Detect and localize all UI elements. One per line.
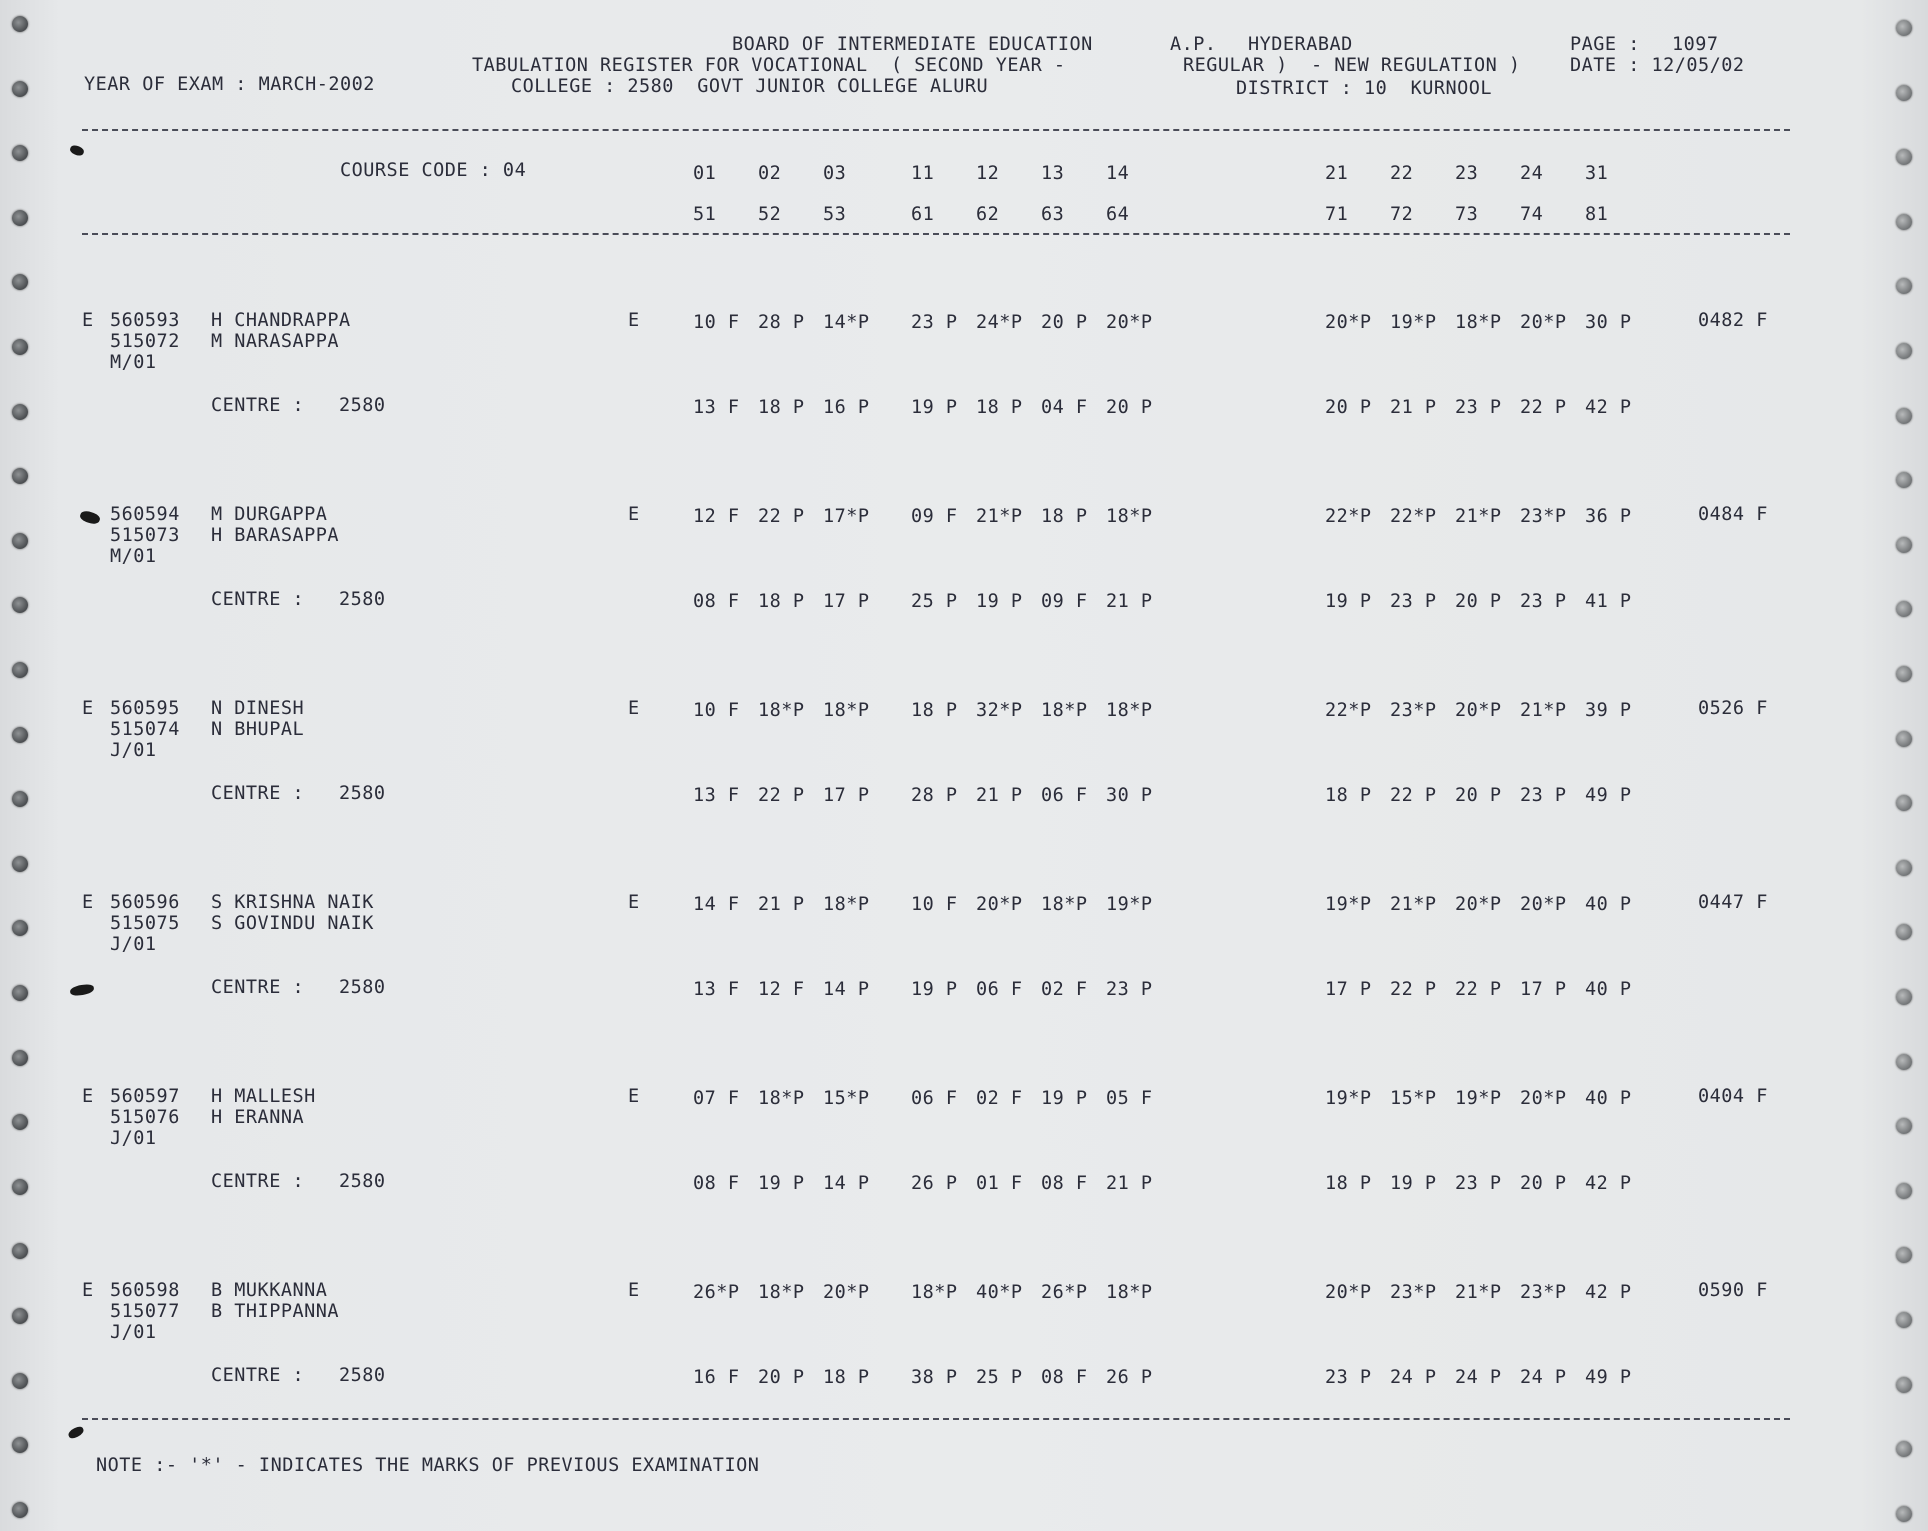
- district-info: DISTRICT : 10 KURNOOL: [1236, 78, 1493, 99]
- centre-number: 2580: [339, 395, 386, 416]
- mark-cell: 49 P: [1585, 1367, 1632, 1388]
- tractor-hole: [1896, 149, 1912, 165]
- mark-cell: 41 P: [1585, 591, 1632, 612]
- mark-cell: 19*P: [1325, 1088, 1372, 1109]
- tractor-hole: [1896, 924, 1912, 940]
- tractor-hole: [12, 533, 28, 549]
- subject-code: 13: [1041, 163, 1065, 184]
- tractor-hole: [1896, 408, 1912, 424]
- tractor-hole: [1896, 1506, 1912, 1522]
- candidate-name: B MUKKANNA: [211, 1280, 328, 1301]
- subject-code: 71: [1325, 204, 1349, 225]
- tractor-hole: [1896, 1312, 1912, 1328]
- total-result: 0482 F: [1698, 310, 1768, 331]
- mark-cell: 30 P: [1585, 312, 1632, 333]
- mark-cell: 13 F: [693, 785, 740, 806]
- tractor-hole: [12, 1437, 28, 1453]
- mark-cell: 21 P: [1390, 397, 1437, 418]
- mark-cell: 20*P: [1520, 894, 1567, 915]
- mark-cell: 21 P: [758, 894, 805, 915]
- left-tractor-holes: [0, 0, 40, 1531]
- tractor-hole: [1896, 537, 1912, 553]
- medium: E: [628, 310, 640, 331]
- centre-label: CENTRE :: [211, 589, 305, 610]
- medium: E: [628, 1086, 640, 1107]
- mark-cell: 25 P: [911, 591, 958, 612]
- mark-cell: 26 P: [1106, 1367, 1153, 1388]
- mark-cell: 20 P: [1106, 397, 1153, 418]
- year-of-exam: YEAR OF EXAM : MARCH-2002: [84, 74, 375, 95]
- mark-cell: 18*P: [911, 1282, 958, 1303]
- tractor-hole: [12, 1243, 28, 1259]
- mark-cell: 18 P: [1325, 1173, 1372, 1194]
- mark-cell: 40 P: [1585, 979, 1632, 1000]
- mark-cell: 20 P: [1455, 591, 1502, 612]
- tractor-hole: [12, 1373, 28, 1389]
- mark-cell: 40*P: [976, 1282, 1023, 1303]
- mark-cell: 09 F: [1041, 591, 1088, 612]
- mark-cell: 08 F: [1041, 1173, 1088, 1194]
- mark-cell: 12 F: [758, 979, 805, 1000]
- record-prefix: E: [82, 1086, 94, 1107]
- mark-cell: 19 P: [758, 1173, 805, 1194]
- mark-cell: 18*P: [1106, 506, 1153, 527]
- mark-cell: 12 F: [693, 506, 740, 527]
- state-label: A.P.: [1170, 34, 1217, 55]
- group-code: J/01: [110, 934, 157, 955]
- mark-cell: 22*P: [1325, 506, 1372, 527]
- mark-cell: 23 P: [1106, 979, 1153, 1000]
- mark-cell: 17 P: [823, 785, 870, 806]
- subject-code: 31: [1585, 163, 1609, 184]
- total-result: 0447 F: [1698, 892, 1768, 913]
- candidate-name: M DURGAPPA: [211, 504, 328, 525]
- subject-code: 24: [1520, 163, 1544, 184]
- centre-label: CENTRE :: [211, 1171, 305, 1192]
- tractor-hole: [1896, 278, 1912, 294]
- subject-code: 74: [1520, 204, 1544, 225]
- mark-cell: 06 F: [976, 979, 1023, 1000]
- print-date: DATE : 12/05/02: [1570, 55, 1745, 76]
- regulation-label: REGULAR ) - NEW REGULATION ): [1183, 55, 1521, 76]
- mark-cell: 17 P: [1520, 979, 1567, 1000]
- tractor-hole: [12, 791, 28, 807]
- mark-cell: 26*P: [693, 1282, 740, 1303]
- tractor-hole: [12, 856, 28, 872]
- mark-cell: 23 P: [1520, 785, 1567, 806]
- mark-cell: 14*P: [823, 312, 870, 333]
- tractor-hole: [12, 339, 28, 355]
- candidate-name: H CHANDRAPPA: [211, 310, 351, 331]
- columns-divider: [82, 233, 1790, 235]
- father-name: B THIPPANNA: [211, 1301, 340, 1322]
- mark-cell: 20*P: [1106, 312, 1153, 333]
- mark-cell: 17 P: [823, 591, 870, 612]
- tractor-hole: [12, 404, 28, 420]
- mark-cell: 17 P: [1325, 979, 1372, 1000]
- mark-cell: 25 P: [976, 1367, 1023, 1388]
- mark-cell: 23*P: [1520, 1282, 1567, 1303]
- mark-cell: 23 P: [911, 312, 958, 333]
- tractor-hole: [1896, 1247, 1912, 1263]
- mark-cell: 22 P: [1390, 785, 1437, 806]
- mark-cell: 04 F: [1041, 397, 1088, 418]
- tractor-hole: [12, 1050, 28, 1066]
- tractor-hole: [12, 727, 28, 743]
- centre-number: 2580: [339, 783, 386, 804]
- ink-mark: [67, 1425, 85, 1440]
- tractor-hole: [1896, 860, 1912, 876]
- mark-cell: 18 P: [823, 1367, 870, 1388]
- header-divider: [82, 129, 1790, 131]
- mark-cell: 20*P: [976, 894, 1023, 915]
- mark-cell: 20*P: [1520, 312, 1567, 333]
- mark-cell: 39 P: [1585, 700, 1632, 721]
- centre-number: 2580: [339, 977, 386, 998]
- tractor-hole: [12, 662, 28, 678]
- mark-cell: 15*P: [1390, 1088, 1437, 1109]
- registration-number: 560598: [110, 1280, 180, 1301]
- tractor-hole: [1896, 1441, 1912, 1457]
- mark-cell: 19 P: [911, 397, 958, 418]
- mark-cell: 42 P: [1585, 1282, 1632, 1303]
- mark-cell: 08 F: [693, 1173, 740, 1194]
- mark-cell: 10 F: [911, 894, 958, 915]
- mark-cell: 32*P: [976, 700, 1023, 721]
- mark-cell: 28 P: [758, 312, 805, 333]
- mark-cell: 23*P: [1520, 506, 1567, 527]
- group-code: M/01: [110, 352, 157, 373]
- mark-cell: 30 P: [1106, 785, 1153, 806]
- candidate-name: S KRISHNA NAIK: [211, 892, 374, 913]
- hall-ticket-number: 515076: [110, 1107, 180, 1128]
- medium: E: [628, 1280, 640, 1301]
- footer-divider: [82, 1418, 1790, 1420]
- mark-cell: 20 P: [1041, 312, 1088, 333]
- tractor-hole: [12, 1114, 28, 1130]
- group-code: J/01: [110, 740, 157, 761]
- subject-code: 22: [1390, 163, 1414, 184]
- mark-cell: 19 P: [911, 979, 958, 1000]
- tractor-hole: [1896, 1183, 1912, 1199]
- record-prefix: E: [82, 1280, 94, 1301]
- mark-cell: 19 P: [976, 591, 1023, 612]
- tractor-hole: [12, 16, 28, 32]
- father-name: H BARASAPPA: [211, 525, 340, 546]
- mark-cell: 19*P: [1325, 894, 1372, 915]
- mark-cell: 18 P: [1325, 785, 1372, 806]
- mark-cell: 20*P: [1455, 894, 1502, 915]
- mark-cell: 20 P: [1520, 1173, 1567, 1194]
- mark-cell: 02 F: [1041, 979, 1088, 1000]
- mark-cell: 21 P: [976, 785, 1023, 806]
- mark-cell: 24*P: [976, 312, 1023, 333]
- hall-ticket-number: 515072: [110, 331, 180, 352]
- mark-cell: 40 P: [1585, 894, 1632, 915]
- mark-cell: 07 F: [693, 1088, 740, 1109]
- mark-cell: 10 F: [693, 312, 740, 333]
- subject-code: 51: [693, 204, 717, 225]
- mark-cell: 22*P: [1325, 700, 1372, 721]
- mark-cell: 19 P: [1041, 1088, 1088, 1109]
- mark-cell: 06 F: [911, 1088, 958, 1109]
- mark-cell: 24 P: [1390, 1367, 1437, 1388]
- centre-number: 2580: [339, 1171, 386, 1192]
- record-prefix: E: [82, 310, 94, 331]
- subject-code: 61: [911, 204, 935, 225]
- mark-cell: 23 P: [1455, 397, 1502, 418]
- mark-cell: 19*P: [1390, 312, 1437, 333]
- subject-code: 72: [1390, 204, 1414, 225]
- tractor-hole: [12, 920, 28, 936]
- candidate-name: N DINESH: [211, 698, 305, 719]
- mark-cell: 21 P: [1106, 591, 1153, 612]
- candidate-name: H MALLESH: [211, 1086, 316, 1107]
- page-number: 1097: [1672, 34, 1719, 55]
- mark-cell: 23 P: [1455, 1173, 1502, 1194]
- mark-cell: 18 P: [1041, 506, 1088, 527]
- record-prefix: E: [82, 698, 94, 719]
- mark-cell: 08 F: [1041, 1367, 1088, 1388]
- centre-number: 2580: [339, 589, 386, 610]
- subject-code: 23: [1455, 163, 1479, 184]
- subject-code: 81: [1585, 204, 1609, 225]
- tractor-hole: [1896, 795, 1912, 811]
- father-name: S GOVINDU NAIK: [211, 913, 374, 934]
- tractor-hole: [12, 1308, 28, 1324]
- mark-cell: 19 P: [1325, 591, 1372, 612]
- mark-cell: 23*P: [1390, 1282, 1437, 1303]
- subject-code: 62: [976, 204, 1000, 225]
- mark-cell: 14 P: [823, 1173, 870, 1194]
- register-title: TABULATION REGISTER FOR VOCATIONAL ( SECOND YEAR -: [472, 55, 1066, 76]
- mark-cell: 05 F: [1106, 1088, 1153, 1109]
- mark-cell: 16 P: [823, 397, 870, 418]
- tractor-hole: [1896, 20, 1912, 36]
- tractor-hole: [12, 145, 28, 161]
- mark-cell: 22*P: [1390, 506, 1437, 527]
- tractor-hole: [1896, 666, 1912, 682]
- mark-cell: 18 P: [911, 700, 958, 721]
- hall-ticket-number: 515077: [110, 1301, 180, 1322]
- mark-cell: 18*P: [1106, 700, 1153, 721]
- tractor-hole: [12, 597, 28, 613]
- ink-mark: [79, 509, 102, 526]
- mark-cell: 28 P: [911, 785, 958, 806]
- subject-code: 64: [1106, 204, 1130, 225]
- tractor-hole: [12, 985, 28, 1001]
- father-name: H ERANNA: [211, 1107, 305, 1128]
- mark-cell: 36 P: [1585, 506, 1632, 527]
- mark-cell: 18*P: [758, 700, 805, 721]
- mark-cell: 10 F: [693, 700, 740, 721]
- record-prefix: E: [82, 892, 94, 913]
- tractor-hole: [12, 468, 28, 484]
- subject-code: 14: [1106, 163, 1130, 184]
- mark-cell: 20 P: [758, 1367, 805, 1388]
- tractor-hole: [12, 210, 28, 226]
- tractor-hole: [1896, 989, 1912, 1005]
- hall-ticket-number: 515075: [110, 913, 180, 934]
- mark-cell: 18 P: [976, 397, 1023, 418]
- mark-cell: 19*P: [1106, 894, 1153, 915]
- hall-ticket-number: 515074: [110, 719, 180, 740]
- ink-mark: [69, 983, 94, 996]
- subject-code: 53: [823, 204, 847, 225]
- total-result: 0526 F: [1698, 698, 1768, 719]
- mark-cell: 23 P: [1390, 591, 1437, 612]
- mark-cell: 22 P: [758, 506, 805, 527]
- mark-cell: 22 P: [1520, 397, 1567, 418]
- mark-cell: 20*P: [1325, 312, 1372, 333]
- right-tractor-holes: [1888, 0, 1928, 1531]
- medium: E: [628, 698, 640, 719]
- mark-cell: 14 F: [693, 894, 740, 915]
- mark-cell: 20*P: [1325, 1282, 1372, 1303]
- centre-label: CENTRE :: [211, 1365, 305, 1386]
- subject-code: 12: [976, 163, 1000, 184]
- mark-cell: 20*P: [1455, 700, 1502, 721]
- father-name: M NARASAPPA: [211, 331, 340, 352]
- mark-cell: 21*P: [1455, 506, 1502, 527]
- medium: E: [628, 504, 640, 525]
- mark-cell: 23 P: [1520, 591, 1567, 612]
- mark-cell: 20 P: [1455, 785, 1502, 806]
- mark-cell: 23 P: [1325, 1367, 1372, 1388]
- tractor-hole: [1896, 1054, 1912, 1070]
- mark-cell: 24 P: [1520, 1367, 1567, 1388]
- hall-ticket-number: 515073: [110, 525, 180, 546]
- registration-number: 560595: [110, 698, 180, 719]
- tractor-hole: [1896, 85, 1912, 101]
- centre-number: 2580: [339, 1365, 386, 1386]
- total-result: 0404 F: [1698, 1086, 1768, 1107]
- tractor-hole: [1896, 731, 1912, 747]
- mark-cell: 18*P: [1041, 700, 1088, 721]
- mark-cell: 18 P: [758, 591, 805, 612]
- subject-code: 03: [823, 163, 847, 184]
- mark-cell: 21 P: [1106, 1173, 1153, 1194]
- tractor-hole: [12, 1179, 28, 1195]
- tractor-hole: [1896, 1377, 1912, 1393]
- tractor-hole: [1896, 601, 1912, 617]
- subject-code: 63: [1041, 204, 1065, 225]
- registration-number: 560596: [110, 892, 180, 913]
- total-result: 0590 F: [1698, 1280, 1768, 1301]
- mark-cell: 21*P: [976, 506, 1023, 527]
- subject-code: 73: [1455, 204, 1479, 225]
- mark-cell: 19 P: [1390, 1173, 1437, 1194]
- subject-code: 21: [1325, 163, 1349, 184]
- centre-label: CENTRE :: [211, 783, 305, 804]
- mark-cell: 18*P: [1455, 312, 1502, 333]
- course-code: COURSE CODE : 04: [340, 160, 527, 181]
- mark-cell: 13 F: [693, 397, 740, 418]
- registration-number: 560594: [110, 504, 180, 525]
- mark-cell: 20*P: [823, 1282, 870, 1303]
- mark-cell: 01 F: [976, 1173, 1023, 1194]
- tractor-hole: [1896, 472, 1912, 488]
- footnote: NOTE :- '*' - INDICATES THE MARKS OF PREVIOUS EXAMINATION: [96, 1455, 760, 1476]
- mark-cell: 18*P: [823, 894, 870, 915]
- mark-cell: 09 F: [911, 506, 958, 527]
- mark-cell: 49 P: [1585, 785, 1632, 806]
- subject-code: 52: [758, 204, 782, 225]
- mark-cell: 17*P: [823, 506, 870, 527]
- tractor-hole: [12, 1502, 28, 1518]
- mark-cell: 21*P: [1520, 700, 1567, 721]
- mark-cell: 26*P: [1041, 1282, 1088, 1303]
- father-name: N BHUPAL: [211, 719, 305, 740]
- tractor-hole: [12, 81, 28, 97]
- mark-cell: 42 P: [1585, 1173, 1632, 1194]
- mark-cell: 16 F: [693, 1367, 740, 1388]
- board-title: BOARD OF INTERMEDIATE EDUCATION: [732, 34, 1093, 55]
- subject-code: 02: [758, 163, 782, 184]
- group-code: M/01: [110, 546, 157, 567]
- total-result: 0484 F: [1698, 504, 1768, 525]
- subject-code: 11: [911, 163, 935, 184]
- tractor-hole: [1896, 214, 1912, 230]
- mark-cell: 21*P: [1455, 1282, 1502, 1303]
- tractor-hole: [1896, 343, 1912, 359]
- city-label: HYDERABAD: [1248, 34, 1353, 55]
- mark-cell: 20 P: [1325, 397, 1372, 418]
- mark-cell: 18 P: [758, 397, 805, 418]
- mark-cell: 20*P: [1520, 1088, 1567, 1109]
- mark-cell: 42 P: [1585, 397, 1632, 418]
- tractor-hole: [12, 274, 28, 290]
- tractor-hole: [1896, 1118, 1912, 1134]
- mark-cell: 21*P: [1390, 894, 1437, 915]
- group-code: J/01: [110, 1322, 157, 1343]
- mark-cell: 26 P: [911, 1173, 958, 1194]
- page-label: PAGE :: [1570, 34, 1640, 55]
- college-info: COLLEGE : 2580 GOVT JUNIOR COLLEGE ALURU: [511, 76, 989, 97]
- mark-cell: 18*P: [1041, 894, 1088, 915]
- mark-cell: 22 P: [1390, 979, 1437, 1000]
- mark-cell: 15*P: [823, 1088, 870, 1109]
- registration-number: 560597: [110, 1086, 180, 1107]
- subject-code: 01: [693, 163, 717, 184]
- mark-cell: 13 F: [693, 979, 740, 1000]
- mark-cell: 24 P: [1455, 1367, 1502, 1388]
- mark-cell: 18*P: [823, 700, 870, 721]
- mark-cell: 38 P: [911, 1367, 958, 1388]
- mark-cell: 18*P: [1106, 1282, 1153, 1303]
- medium: E: [628, 892, 640, 913]
- centre-label: CENTRE :: [211, 395, 305, 416]
- mark-cell: 18*P: [758, 1088, 805, 1109]
- mark-cell: 22 P: [1455, 979, 1502, 1000]
- registration-number: 560593: [110, 310, 180, 331]
- mark-cell: 23*P: [1390, 700, 1437, 721]
- mark-cell: 14 P: [823, 979, 870, 1000]
- ink-mark: [69, 143, 85, 157]
- mark-cell: 40 P: [1585, 1088, 1632, 1109]
- mark-cell: 02 F: [976, 1088, 1023, 1109]
- mark-cell: 08 F: [693, 591, 740, 612]
- mark-cell: 18*P: [758, 1282, 805, 1303]
- mark-cell: 19*P: [1455, 1088, 1502, 1109]
- mark-cell: 22 P: [758, 785, 805, 806]
- centre-label: CENTRE :: [211, 977, 305, 998]
- group-code: J/01: [110, 1128, 157, 1149]
- mark-cell: 06 F: [1041, 785, 1088, 806]
